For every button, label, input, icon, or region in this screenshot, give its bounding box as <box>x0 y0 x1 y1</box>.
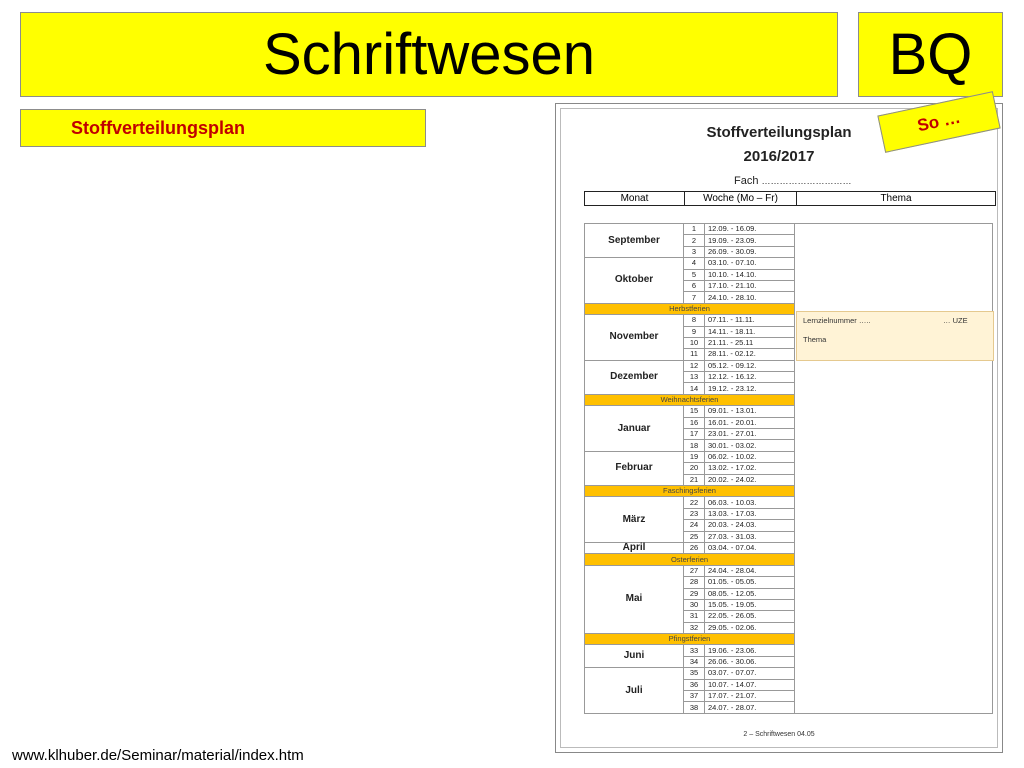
week-number: 1 <box>684 224 705 235</box>
week-dates: 23.01. - 27.01. <box>705 429 795 440</box>
week-number: 20 <box>684 463 705 474</box>
week-number: 5 <box>684 269 705 280</box>
week-number: 8 <box>684 315 705 326</box>
week-number: 25 <box>684 531 705 542</box>
week-dates: 03.07. - 07.07. <box>705 668 795 679</box>
week-number: 6 <box>684 280 705 291</box>
footer-url[interactable]: www.klhuber.de/Seminar/material/index.htm <box>12 747 304 764</box>
document-image <box>555 103 1003 753</box>
week-number: 9 <box>684 326 705 337</box>
week-number: 26 <box>684 542 705 553</box>
header-woche: Woche (Mo – Fr) <box>685 192 797 205</box>
week-dates: 19.12. - 23.12. <box>705 383 795 394</box>
week-dates: 01.05. - 05.05. <box>705 577 795 588</box>
week-dates: 27.03. - 31.03. <box>705 531 795 542</box>
month-cell: Juli <box>585 668 684 714</box>
table-header <box>584 191 996 206</box>
week-dates: 24.07. - 28.07. <box>705 702 795 713</box>
month-cell: Mai <box>585 565 684 633</box>
week-dates: 05.12. - 09.12. <box>705 360 795 371</box>
week-number: 33 <box>684 645 705 656</box>
week-number: 3 <box>684 246 705 257</box>
week-dates: 16.01. - 20.01. <box>705 417 795 428</box>
vacation-label: Faschingsferien <box>585 485 795 496</box>
week-number: 21 <box>684 474 705 485</box>
week-dates: 22.05. - 26.05. <box>705 611 795 622</box>
week-dates: 30.01. - 03.02. <box>705 440 795 451</box>
document-fach <box>734 175 852 187</box>
week-dates: 10.07. - 14.07. <box>705 679 795 690</box>
week-dates: 19.09. - 23.09. <box>705 235 795 246</box>
week-dates: 13.03. - 17.03. <box>705 508 795 519</box>
fach-label: Fach <box>734 175 759 187</box>
week-number: 18 <box>684 440 705 451</box>
week-number: 30 <box>684 599 705 610</box>
document-title: Stoffverteilungsplan <box>706 124 852 141</box>
week-dates: 17.07. - 21.07. <box>705 691 795 702</box>
lernziel-label: Lernzielnummer ….. <box>803 316 871 325</box>
uze-label: … UZE <box>943 316 968 325</box>
week-number: 22 <box>684 497 705 508</box>
week-number: 17 <box>684 429 705 440</box>
fach-dots: ………………………… <box>761 176 852 186</box>
header-thema: Thema <box>880 193 912 204</box>
week-number: 12 <box>684 360 705 371</box>
month-cell: März <box>585 497 684 543</box>
week-number: 29 <box>684 588 705 599</box>
month-cell: April <box>585 542 684 553</box>
lernziel-box <box>796 311 994 361</box>
week-dates: 24.04. - 28.04. <box>705 565 795 576</box>
week-number: 11 <box>684 349 705 360</box>
so-badge: So … <box>877 91 1000 153</box>
week-number: 27 <box>684 565 705 576</box>
week-number: 23 <box>684 508 705 519</box>
week-dates: 20.02. - 24.02. <box>705 474 795 485</box>
week-number: 10 <box>684 337 705 348</box>
week-number: 16 <box>684 417 705 428</box>
week-dates: 19.06. - 23.06. <box>705 645 795 656</box>
week-dates: 20.03. - 24.03. <box>705 520 795 531</box>
week-dates: 03.10. - 07.10. <box>705 258 795 269</box>
month-cell: Oktober <box>585 258 684 304</box>
week-number: 37 <box>684 691 705 702</box>
week-number: 15 <box>684 406 705 417</box>
vacation-label: Weihnachtsferien <box>585 394 795 405</box>
document-footer: 2 – Schriftwesen 04.05 <box>743 731 815 738</box>
month-cell: November <box>585 315 684 361</box>
document-year: 2016/2017 <box>743 148 815 165</box>
week-number: 13 <box>684 372 705 383</box>
plan-table <box>584 218 993 714</box>
week-number: 19 <box>684 451 705 462</box>
slide-subtitle-text: Stoffverteilungsplan <box>71 117 246 138</box>
week-dates: 03.04. - 07.04. <box>705 542 795 553</box>
thema-label: Thema <box>803 335 827 344</box>
week-number: 35 <box>684 668 705 679</box>
week-dates: 14.11. - 18.11. <box>705 326 795 337</box>
week-dates: 06.02. - 10.02. <box>705 451 795 462</box>
thema-column <box>795 224 993 714</box>
week-dates: 26.06. - 30.06. <box>705 656 795 667</box>
week-number: 38 <box>684 702 705 713</box>
week-dates: 07.11. - 11.11. <box>705 315 795 326</box>
month-cell: Februar <box>585 451 684 485</box>
vacation-label: Osterferien <box>585 554 795 565</box>
week-number: 28 <box>684 577 705 588</box>
week-number: 4 <box>684 258 705 269</box>
header-monat: Monat <box>585 192 685 205</box>
week-number: 7 <box>684 292 705 303</box>
vacation-label: Herbstferien <box>585 303 795 314</box>
month-cell: Juni <box>585 645 684 668</box>
week-dates: 08.05. - 12.05. <box>705 588 795 599</box>
month-cell: Dezember <box>585 360 684 394</box>
week-number: 32 <box>684 622 705 633</box>
week-dates: 28.11. - 02.12. <box>705 349 795 360</box>
vacation-label: Pfingstferien <box>585 634 795 645</box>
week-dates: 12.09. - 16.09. <box>705 224 795 235</box>
week-dates: 13.02. - 17.02. <box>705 463 795 474</box>
month-cell: Januar <box>585 406 684 452</box>
week-number: 31 <box>684 611 705 622</box>
week-dates: 15.05. - 19.05. <box>705 599 795 610</box>
week-dates: 06.03. - 10.03. <box>705 497 795 508</box>
month-cell: September <box>585 224 684 258</box>
week-dates: 10.10. - 14.10. <box>705 269 795 280</box>
slide-subtitle <box>20 109 426 147</box>
week-number: 2 <box>684 235 705 246</box>
week-dates: 29.05. - 02.06. <box>705 622 795 633</box>
slide-title: Schriftwesen <box>20 12 838 97</box>
week-dates: 12.12. - 16.12. <box>705 372 795 383</box>
week-number: 36 <box>684 679 705 690</box>
week-number: 24 <box>684 520 705 531</box>
week-number: 34 <box>684 656 705 667</box>
table-row <box>585 224 993 235</box>
week-dates: 24.10. - 28.10. <box>705 292 795 303</box>
slide-code: BQ <box>858 12 1003 97</box>
week-dates: 21.11. - 25.11 <box>705 337 795 348</box>
week-number: 14 <box>684 383 705 394</box>
week-dates: 26.09. - 30.09. <box>705 246 795 257</box>
week-dates: 17.10. - 21.10. <box>705 280 795 291</box>
week-dates: 09.01. - 13.01. <box>705 406 795 417</box>
